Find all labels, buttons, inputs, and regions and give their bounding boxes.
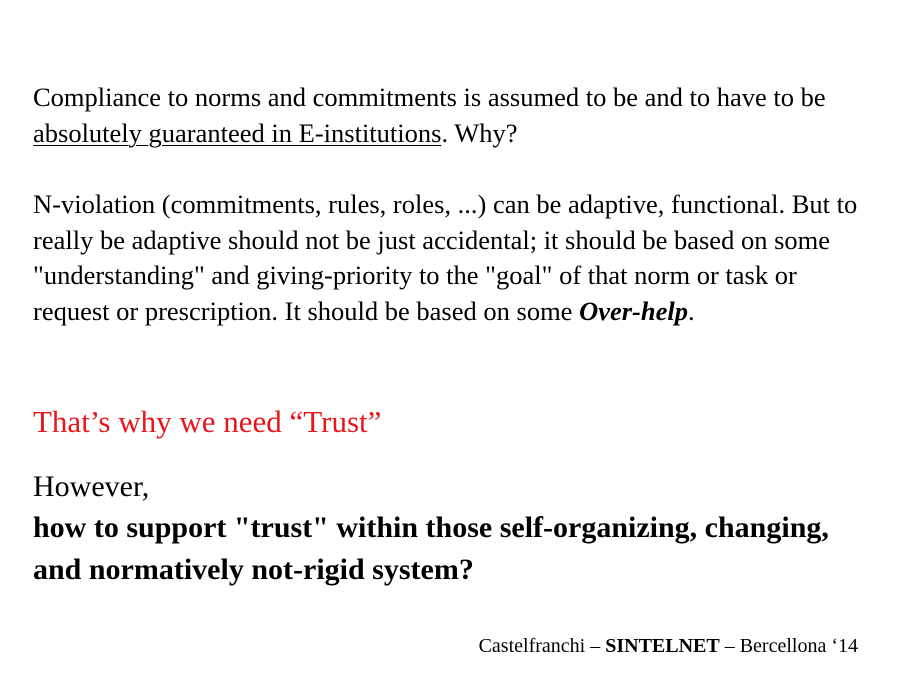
violation-paragraph bbox=[33, 187, 873, 329]
compliance-text: Compliance to norms and commitments is assumed to be and to have to be bbox=[33, 82, 826, 112]
however-text: However, bbox=[33, 470, 150, 503]
compliance-paragraph bbox=[33, 80, 873, 151]
footer-project: SINTELNET bbox=[605, 635, 720, 657]
over-help-emphasis: Over-help bbox=[579, 295, 688, 326]
footer bbox=[479, 633, 858, 659]
underlined-phrase: absolutely guaranteed in E-institutions bbox=[33, 117, 442, 148]
violation-period: . bbox=[688, 295, 695, 326]
footer-venue: – Bercellona ‘14 bbox=[724, 635, 858, 657]
trust-question: how to support "trust" within those self-organizing, changing, and normatively not-rigid system? bbox=[33, 511, 829, 586]
trust-highlight: That’s why we need “Trust” bbox=[33, 404, 382, 439]
why-text: . Why? bbox=[441, 117, 518, 148]
footer-author: Castelfranchi – bbox=[478, 635, 601, 657]
violation-text: N-violation (commitments, rules, roles, ...) can be adaptive, functional. But to really be adaptive should not be just accidental; it should be based on some "understanding" and giving-priority to the "goal" of that norm or task or request or prescription. It should be based on some bbox=[33, 189, 858, 326]
